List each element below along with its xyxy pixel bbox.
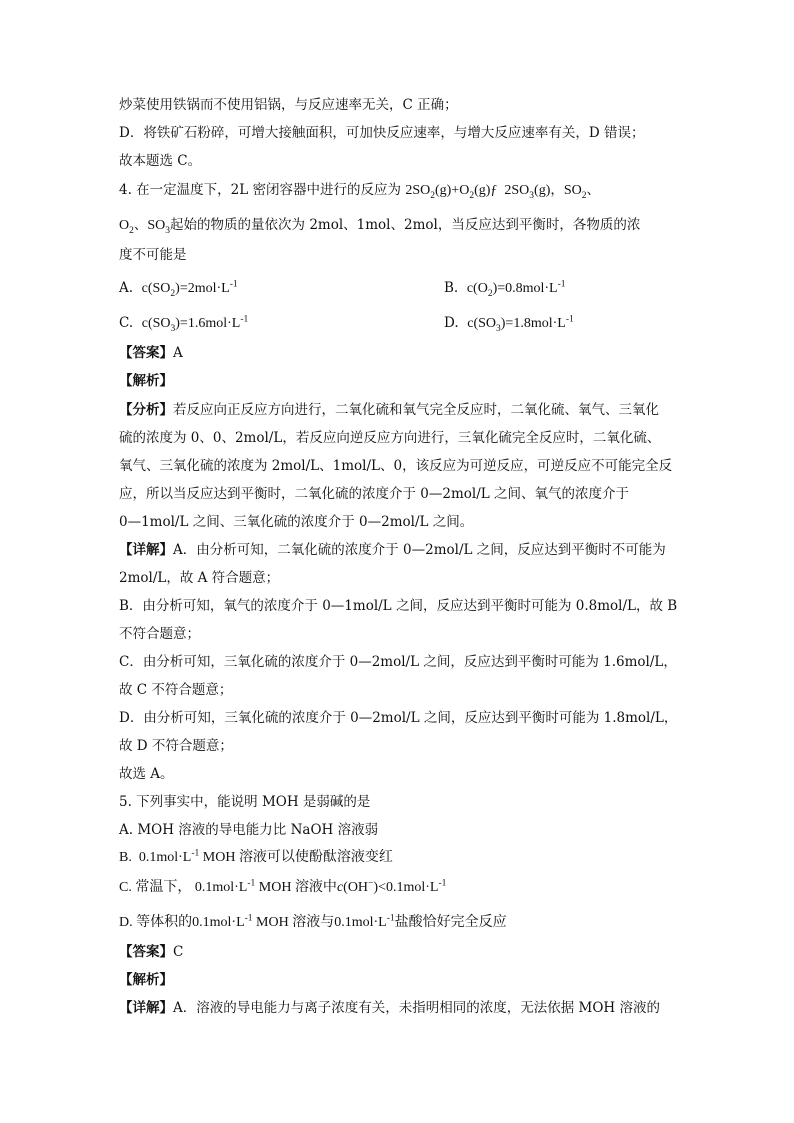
q4-analysis-tag: 【解析】 bbox=[119, 373, 173, 389]
text-line: D．由分析可知，三氧化硫的浓度介于 0—2mol/L 之间，反应达到平衡时可能为 1.8mol/L， bbox=[119, 710, 678, 726]
q4-fenxi: 【分析】若反应向正反应方向进行，二氧化硫和氧气完全反应时，二氧化硫、氧气、三氧化 bbox=[119, 402, 659, 418]
text-line: B．由分析可知，氧气的浓度介于 0—1mol/L 之间，反应达到平衡时可能为 0.8mol/L，故 B bbox=[119, 598, 678, 614]
q4-option-c: C. $c(SO_3)=1.6mol\cdot L^{-1}$ bbox=[119, 314, 249, 334]
q5-option-b: B. $0.1mol\cdot L^{-1}$ MOH 溶液可以使酚酞溶液变红 bbox=[119, 848, 393, 865]
q4-option-b: B. $c(O_2)=0.8mol\cdot L^{-1}$ bbox=[444, 279, 566, 299]
text-line: D．将铁矿石粉碎，可增大接触面积，可加快反应速率，与增大反应速率有关，D 错误； bbox=[119, 125, 645, 141]
q4-answer: 【答案】A bbox=[119, 345, 183, 361]
text-line: C．由分析可知，三氧化硫的浓度介于 0—2mol/L 之间，反应达到平衡时可能为 1.6mol/L， bbox=[119, 654, 677, 670]
text-line: 故选 A。 bbox=[119, 766, 174, 782]
text-line: 故 D 不符合题意； bbox=[119, 738, 233, 754]
text-line: 故 C 不符合题意； bbox=[119, 682, 233, 698]
q4-text-b: ， bbox=[550, 182, 564, 198]
q5-option-a: A. MOH 溶液的导电能力比 NaOH 溶液弱 bbox=[119, 822, 379, 838]
question-4-stem bbox=[119, 181, 600, 200]
question-4-stem-2 bbox=[119, 216, 640, 235]
question-4-stem-3: 度不可能是 bbox=[119, 247, 187, 263]
text-line: 应，所以当反应达到平衡时，二氧化硫的浓度介于 0—2mol/L 之间、氧气的浓度介于 bbox=[119, 486, 630, 502]
q4-so2: $SO_2$ bbox=[563, 183, 587, 201]
q4-so3: $SO_3$ bbox=[147, 218, 171, 236]
question-5-stem: 5. 下列事实中，能说明 MOH 是弱碱的是 bbox=[119, 794, 371, 810]
text-line: 氧气、三氧化硫的浓度为 2mol/L、1mol/L、0，该反应为可逆反应，可逆反应不可能完全反 bbox=[119, 458, 673, 474]
reaction-arrow: ƒ bbox=[490, 183, 498, 198]
q5-option-c: C. 常温下， $0.1mol\cdot L^{-1}$ MOH 溶液中$c(OH^-)<0.1mol\cdot L^{-1}$ bbox=[119, 878, 447, 895]
q5-analysis-tag: 【解析】 bbox=[119, 972, 173, 988]
q4-o2: $O_2$ bbox=[119, 218, 134, 236]
q4-option-a: A. $c(SO_2)=2mol\cdot L^{-1}$ bbox=[119, 279, 238, 299]
q5-answer: 【答案】C bbox=[119, 944, 184, 960]
q4-text-a: 4. 在一定温度下，2L 密闭容器中进行的反应为 bbox=[119, 182, 406, 198]
text-line: 不符合题意； bbox=[119, 626, 200, 642]
q5-xiangjie: 【详解】A．溶液的导电能力与离子浓度有关，未指明相同的浓度，无法依据 MOH 溶液的 bbox=[119, 1000, 660, 1016]
q5-option-d: D. 等体积的$0.1mol\cdot L^{-1}$ MOH 溶液与$0.1mol\cdot L^{-1}$盐酸恰好完全反应 bbox=[119, 913, 507, 930]
q4-xiangjie: 【详解】A．由分析可知，二氧化硫的浓度介于 0—2mol/L 之间，反应达到平衡时不可能为 bbox=[119, 542, 666, 558]
q4-reaction: $2SO_2(g)+O_2(g)ƒ$ $2SO_3(g)$ bbox=[405, 183, 551, 201]
q4-text-c: 、 bbox=[586, 182, 601, 198]
q4-option-d: D. $c(SO_3)=1.8mol\cdot L^{-1}$ bbox=[444, 314, 574, 334]
text-line: 2mol/L，故 A 符合题意； bbox=[119, 570, 280, 586]
text-line: 故本题选 C。 bbox=[119, 153, 202, 169]
q4-text-d: 、 bbox=[133, 217, 148, 233]
text-line: 炒菜使用铁锅而不使用铝锅，与反应速率无关，C 正确； bbox=[119, 97, 458, 113]
q4-text-e: 起始的物质的量依次为 2mol、1mol、2mol，当反应达到平衡时，各物质的浓 bbox=[170, 217, 641, 233]
text-line: 硫的浓度为 0、0、2mol/L，若反应向逆反应方向进行，三氧化硫完全反应时，二氧化硫、 bbox=[119, 430, 661, 446]
text-line: 0—1mol/L 之间、三氧化硫的浓度介于 0—2mol/L 之间。 bbox=[119, 514, 474, 530]
